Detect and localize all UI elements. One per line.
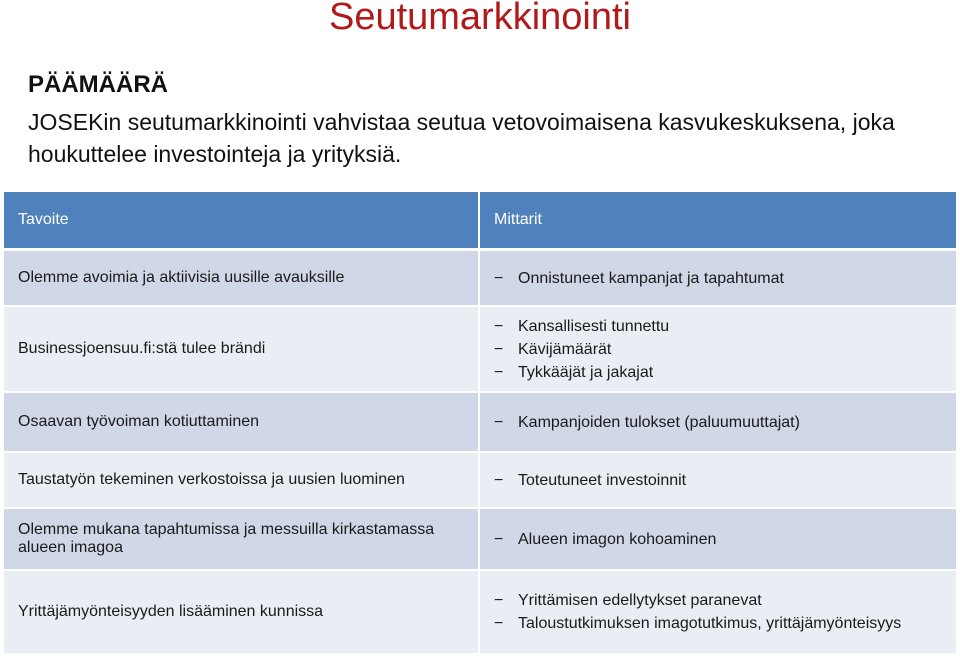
header-metrics: Mittarit: [480, 192, 956, 251]
metrics-list: [494, 411, 942, 434]
metrics-list: [494, 267, 942, 290]
section-heading: PÄÄMÄÄRÄ: [28, 71, 168, 98]
metric-item: − Tykkääjät ja jakajat: [494, 361, 942, 384]
header-goal: Tavoite: [4, 192, 480, 251]
goals-table: [4, 192, 956, 655]
metric-item: − Toteutuneet investoinnit: [494, 469, 942, 492]
table-row: [4, 307, 956, 393]
goal-cell: Olemme mukana tapahtumissa ja messuilla kirkastamassa alueen imagoa: [4, 509, 480, 571]
page-title: Seutumarkkinointi: [328, 0, 632, 38]
metrics-cell: [480, 307, 956, 393]
metric-item: − Yrittämisen edellytykset paranevat: [494, 589, 942, 612]
metrics-list: [494, 315, 942, 384]
metrics-list: [494, 469, 942, 492]
goal-cell: Olemme avoimia ja aktiivisia uusille avauksille: [4, 251, 480, 307]
goal-cell: Taustatyön tekeminen verkostoissa ja uusien luominen: [4, 453, 480, 509]
metric-item: − Kävijämäärät: [494, 338, 942, 361]
metrics-cell: [480, 453, 956, 509]
metric-item: − Alueen imagon kohoaminen: [494, 528, 942, 551]
metric-item: − Kansallisesti tunnettu: [494, 315, 942, 338]
table-row: [4, 453, 956, 509]
metrics-cell: [480, 251, 956, 307]
goal-cell: Businessjoensuu.fi:stä tulee brändi: [4, 307, 480, 393]
table-row: [4, 571, 956, 655]
metrics-cell: [480, 393, 956, 453]
table-row: [4, 251, 956, 307]
goal-cell: Osaavan työvoiman kotiuttaminen: [4, 393, 480, 453]
table-row: [4, 509, 956, 571]
metrics-list: [494, 528, 942, 551]
goal-statement: JOSEKin seutumarkkinointi vahvistaa seutua vetovoimaisena kasvukeskuksena, joka houkuttelee investointeja ja yrityksiä.: [28, 109, 895, 167]
goal-cell: Yrittäjämyönteisyyden lisääminen kunnissa: [4, 571, 480, 655]
metrics-cell: [480, 571, 956, 655]
metric-item: − Taloustutkimuksen imagotutkimus, yrittäjämyönteisyys: [494, 612, 942, 635]
table-row: [4, 393, 956, 453]
metric-item: − Kampanjoiden tulokset (paluumuuttajat): [494, 411, 942, 434]
table-header-row: [4, 192, 956, 251]
metrics-cell: [480, 509, 956, 571]
metrics-list: [494, 589, 942, 635]
metric-item: − Onnistuneet kampanjat ja tapahtumat: [494, 267, 942, 290]
